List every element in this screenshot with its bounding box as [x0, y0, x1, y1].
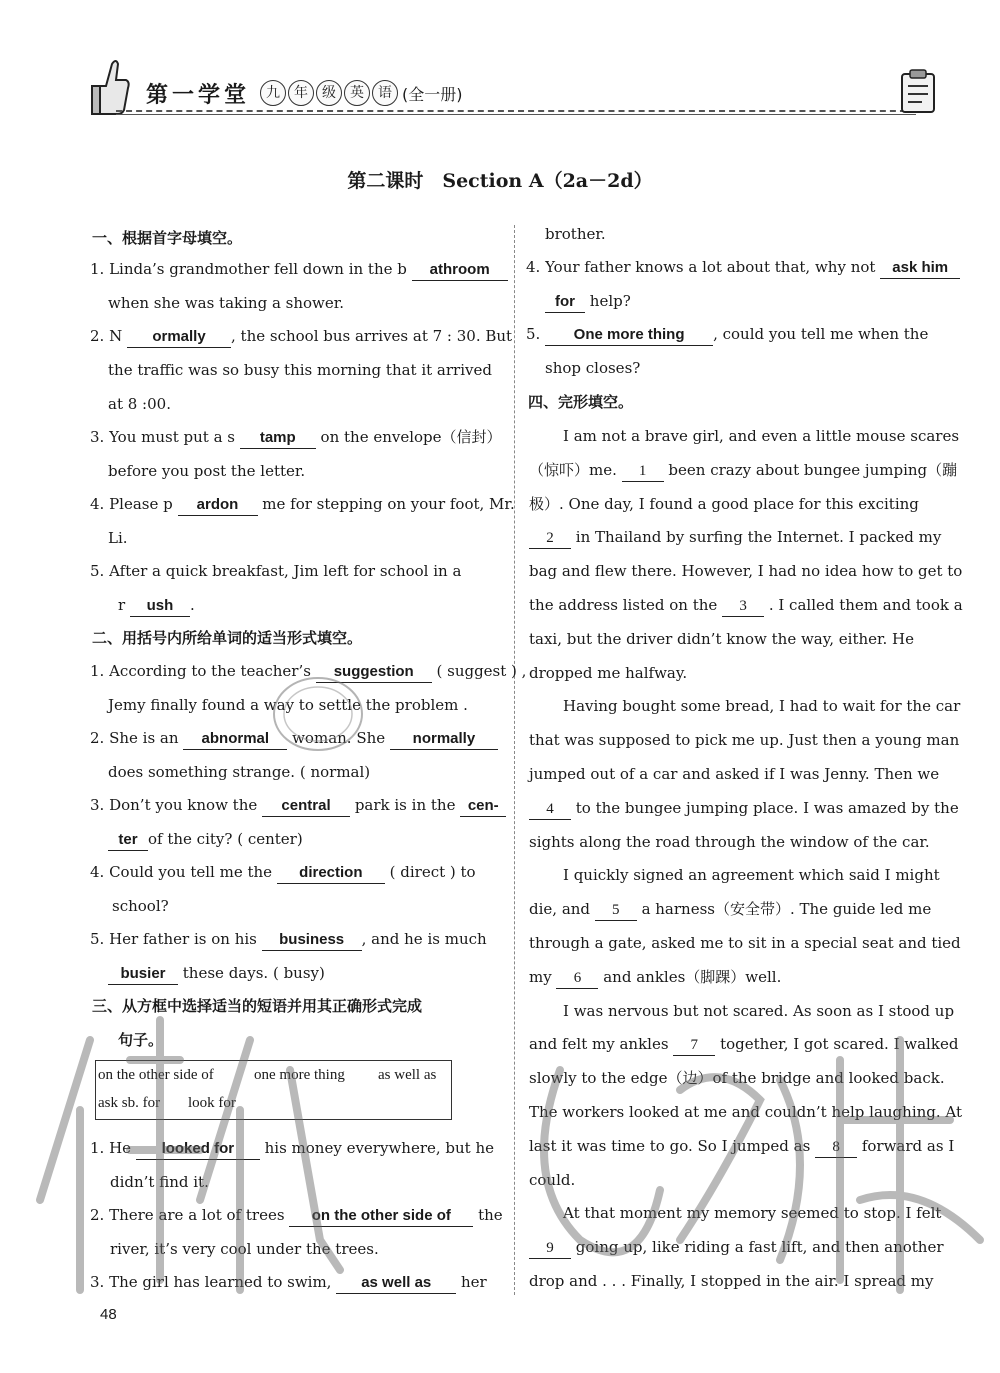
question-line — [118, 595, 195, 617]
question-text: of the city? ( center) — [148, 830, 303, 848]
question-line — [90, 1205, 503, 1227]
question-line: brother. — [545, 225, 606, 243]
answer-blank: ormally — [127, 327, 231, 348]
question-text: , the school bus arrives at 7 : 30. But — [231, 327, 513, 345]
phrase-option: one more thing — [254, 1067, 345, 1083]
homework-stamp-logo — [258, 668, 368, 758]
question-text: . — [189, 596, 195, 614]
passage-text: been crazy about bungee jumping（蹦 — [663, 460, 958, 479]
question-text: , and he is much — [361, 930, 487, 948]
answer-blank: on the other side of — [289, 1206, 473, 1227]
cloze-blank: 9 — [529, 1238, 571, 1259]
answer-blank: athroom — [412, 260, 508, 281]
passage-line: could. — [529, 1170, 576, 1189]
question-text: 3. Don’t you know the — [90, 796, 258, 814]
question-text: ( suggest ) , — [436, 662, 527, 680]
cloze-blank: 4 — [529, 799, 571, 820]
passage-text: . I called them and took a — [764, 596, 963, 614]
passage-text: last it was time to go. So I jumped as — [529, 1136, 816, 1155]
question-line — [90, 795, 506, 817]
passage-line: I am not a brave girl, and even a little mouse scares — [563, 427, 960, 445]
passage-line: Having bought some bread, I had to wait for the car — [563, 697, 961, 716]
answer-blank: ter — [108, 830, 148, 851]
passage-line — [529, 1034, 958, 1056]
answer-blank: ush — [130, 596, 190, 617]
answer-blank: suggestion — [316, 662, 432, 683]
question-text: 1. According to the teacher’s — [90, 662, 311, 680]
question-text: 2. She is an — [90, 729, 179, 747]
answer-blank: as well as — [336, 1273, 456, 1294]
cloze-blank: 1 — [622, 461, 664, 482]
passage-line: that was supposed to pick me up. Just then a young man — [529, 731, 960, 750]
thumbs-up-icon — [90, 56, 130, 116]
question-text: 4. Please p — [90, 495, 173, 513]
question-text: his money everywhere, but he — [264, 1139, 494, 1157]
question-line — [90, 427, 502, 449]
question-text: me for stepping on your foot, Mr. — [262, 495, 515, 513]
passage-line: through a gate, asked me to sit in a special seat and tied — [529, 934, 961, 952]
passage-line: taxi, but the driver didn’t know the way, either. He — [529, 629, 915, 648]
cloze-blank: 7 — [673, 1035, 715, 1056]
passage-line: The workers looked at me and couldn’t help laughing. At — [529, 1103, 963, 1121]
question-text: 5. — [526, 325, 541, 343]
section-heading: 二、用括号内所给单词的适当形式填空。 — [92, 629, 363, 647]
passage-line — [529, 527, 941, 549]
question-text: on the envelope（信封） — [320, 428, 502, 446]
passage-line — [529, 595, 963, 617]
passage-line: jumped out of a car and asked if I was Jenny. Then we — [529, 765, 940, 783]
grade-char: 英 — [344, 80, 370, 106]
passage-text: forward as I — [857, 1136, 955, 1155]
passage-line — [529, 460, 957, 482]
passage-line — [529, 1237, 944, 1259]
question-line — [90, 326, 512, 348]
question-line: river, it’s very cool under the trees. — [110, 1240, 379, 1258]
passage-text: and ankles（脚踝）well. — [598, 967, 782, 986]
question-text: 2. There are a lot of trees — [90, 1206, 285, 1224]
passage-line: bag and flew there. However, I had no idea how to get to — [529, 562, 963, 581]
grade-char: 年 — [288, 80, 314, 106]
question-line: the traffic was so busy this morning that it arrived — [108, 361, 492, 379]
passage-line: At that moment my memory seemed to stop. I felt — [563, 1204, 942, 1223]
phrase-option: as well as — [378, 1067, 437, 1083]
question-text: 4. Could you tell me the — [90, 863, 273, 881]
answer-blank: One more thing — [545, 325, 713, 346]
brand-title: 第一学堂 — [146, 83, 251, 108]
grade-char: 级 — [316, 80, 342, 106]
phrase-option: ask sb. for — [98, 1095, 161, 1111]
answer-blank: central — [262, 796, 350, 817]
question-line — [526, 324, 928, 346]
answer-blank: direction — [277, 863, 385, 884]
question-text: 3. You must put a s — [90, 428, 235, 446]
question-line: shop closes? — [545, 359, 641, 377]
passage-text: a harness（安全带）. The guide led me — [636, 900, 932, 919]
question-line: when she was taking a shower. — [108, 294, 345, 312]
question-text: 1. Linda’s grandmother fell down in the b — [90, 260, 407, 278]
cloze-blank: 3 — [722, 596, 764, 617]
page-header — [80, 50, 940, 130]
question-line: Jemy finally found a way to settle the problem . — [108, 696, 468, 714]
question-line: at 8 :00. — [108, 395, 171, 413]
passage-text: in Thailand by surfing the Internet. I packed my — [571, 528, 942, 547]
volume-label: (全一册) — [402, 85, 463, 104]
section-heading: 句子。 — [118, 1031, 164, 1049]
question-line — [90, 929, 487, 951]
question-line: 5. After a quick breakfast, Jim left for school in a — [90, 562, 462, 580]
passage-line: drop and . . . Finally, I stopped in the air. I spread my — [529, 1272, 934, 1290]
question-line: does something strange. ( normal) — [108, 763, 371, 781]
column-divider — [514, 225, 515, 1295]
phrase-box — [95, 1060, 452, 1120]
passage-line: I quickly signed an agreement which said I might — [563, 866, 940, 885]
header-divider — [116, 114, 916, 115]
question-text: help? — [589, 292, 631, 310]
question-line — [526, 257, 960, 279]
question-text: woman. She — [292, 729, 386, 747]
grade-badges — [260, 80, 398, 106]
passage-text: to the bungee jumping place. I was amazed by the — [571, 798, 959, 817]
passage-line: dropped me halfway. — [529, 663, 688, 682]
question-line: school? — [112, 897, 169, 915]
passage-line — [529, 798, 959, 820]
question-text: 3. The girl has learned to swim, — [90, 1273, 332, 1291]
passage-text: going up, like riding a fast lift, and then another — [571, 1238, 944, 1257]
cloze-blank: 8 — [815, 1137, 857, 1158]
notepad-icon — [896, 68, 940, 116]
grade-char: 语 — [372, 80, 398, 106]
page-number: 48 — [100, 1306, 117, 1323]
answer-blank: abnormal — [183, 729, 287, 750]
question-text: park is in the — [354, 796, 456, 814]
question-line: didn’t find it. — [110, 1173, 209, 1191]
section-heading: 三、从方框中选择适当的短语并用其正确形式完成 — [92, 997, 423, 1015]
header-divider — [116, 110, 916, 112]
passage-line: slowly to the edge（边）of the bridge and looked back. — [529, 1069, 945, 1088]
question-text: 4. Your father knows a lot about that, why not — [526, 258, 876, 276]
passage-line — [529, 899, 931, 921]
question-text: 2. N — [90, 327, 123, 345]
passage-line: 极）. One day, I found a good place for this exciting — [529, 494, 919, 513]
answer-blank: tamp — [240, 428, 316, 449]
answer-blank: ardon — [178, 495, 258, 516]
question-line — [90, 862, 476, 884]
passage-line: sights along the road through the window of the car. — [529, 832, 930, 851]
phrase-option: look for — [188, 1095, 236, 1111]
question-text: r — [118, 596, 126, 614]
answer-blank: looked for — [136, 1139, 260, 1160]
lesson-title: 第二课时 Section A（2a－2d） — [347, 170, 653, 192]
passage-text: the address listed on the — [529, 596, 723, 614]
question-line — [90, 494, 515, 516]
question-line — [108, 829, 303, 851]
passage-text: my — [529, 967, 557, 986]
answer-blank: business — [262, 930, 362, 951]
answer-blank: normally — [390, 729, 498, 750]
question-line — [90, 259, 508, 281]
section-heading: 一、根据首字母填空。 — [92, 229, 243, 247]
cloze-blank: 5 — [595, 900, 637, 921]
question-text: 1. He — [90, 1139, 132, 1157]
question-line: before you post the letter. — [108, 462, 306, 480]
phrase-option: on the other side of — [98, 1067, 214, 1083]
question-text: her — [461, 1273, 487, 1291]
question-line: Li. — [108, 529, 128, 547]
question-line — [108, 963, 325, 985]
passage-text: die, and — [529, 900, 595, 919]
question-line — [90, 1272, 487, 1294]
answer-blank: for — [545, 292, 585, 313]
passage-line — [529, 967, 781, 989]
passage-text: and felt my ankles — [529, 1035, 674, 1054]
grade-char: 九 — [260, 80, 286, 106]
question-text: these days. ( busy) — [182, 964, 325, 982]
section-heading: 四、完形填空。 — [528, 393, 634, 411]
passage-text: together, I got scared. I walked — [715, 1035, 959, 1054]
question-line — [545, 291, 631, 313]
cloze-blank: 6 — [556, 968, 598, 989]
question-text: 5. Her father is on his — [90, 930, 257, 948]
question-text: ( direct ) to — [389, 863, 476, 881]
answer-blank: ask him — [880, 258, 960, 279]
answer-blank: cen- — [460, 796, 506, 817]
passage-line — [529, 1136, 954, 1158]
cloze-blank: 2 — [529, 528, 571, 549]
question-line — [90, 1138, 494, 1160]
passage-line: I was nervous but not scared. As soon as I stood up — [563, 1001, 955, 1020]
passage-text: （惊吓）me. — [529, 460, 622, 479]
question-text: , could you tell me when the — [713, 325, 929, 343]
answer-blank: busier — [108, 964, 178, 985]
question-text: the — [478, 1206, 503, 1224]
